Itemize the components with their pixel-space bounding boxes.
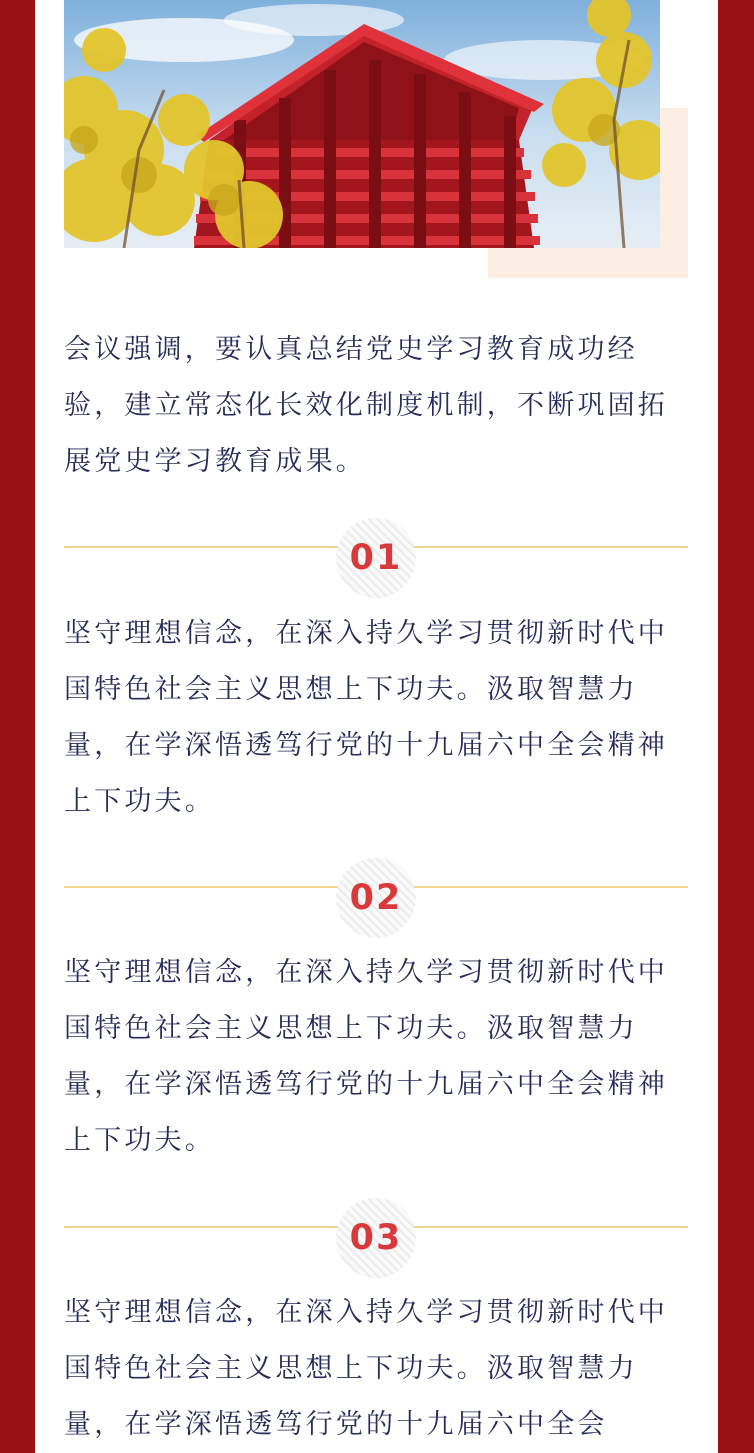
section-number: 01 — [349, 538, 403, 578]
section-paragraph-02: 坚守理想信念，在深入持久学习贯彻新时代中国特色社会主义思想上下功夫。汲取智慧力量，在学深悟透笃行党的十九届六中全会精神上下功夫。 — [64, 957, 668, 1156]
article-sheet — [35, 0, 718, 1453]
section-divider-02 — [64, 858, 688, 938]
intro-paragraph: 会议强调，要认真总结党史学习教育成功经验，建立常态化长效化制度机制，不断巩固拓展党史学习教育成果。 — [64, 334, 668, 477]
section-divider-03 — [64, 1198, 688, 1278]
section-number-badge — [336, 518, 416, 598]
section-paragraph-01: 坚守理想信念，在深入持久学习贯彻新时代中国特色社会主义思想上下功夫。汲取智慧力量，在学深悟透笃行党的十九届六中全会精神上下功夫。 — [64, 618, 668, 817]
section-number: 02 — [349, 878, 403, 918]
section-divider-01 — [64, 518, 688, 598]
section-paragraph-03: 坚守理想信念，在深入持久学习贯彻新时代中国特色社会主义思想上下功夫。汲取智慧力量，在学深悟透笃行党的十九届六中全会 — [64, 1297, 668, 1440]
section-number-badge — [336, 1198, 416, 1278]
section-number: 03 — [349, 1218, 403, 1258]
section-number-badge — [336, 858, 416, 938]
hero-image — [64, 0, 660, 248]
